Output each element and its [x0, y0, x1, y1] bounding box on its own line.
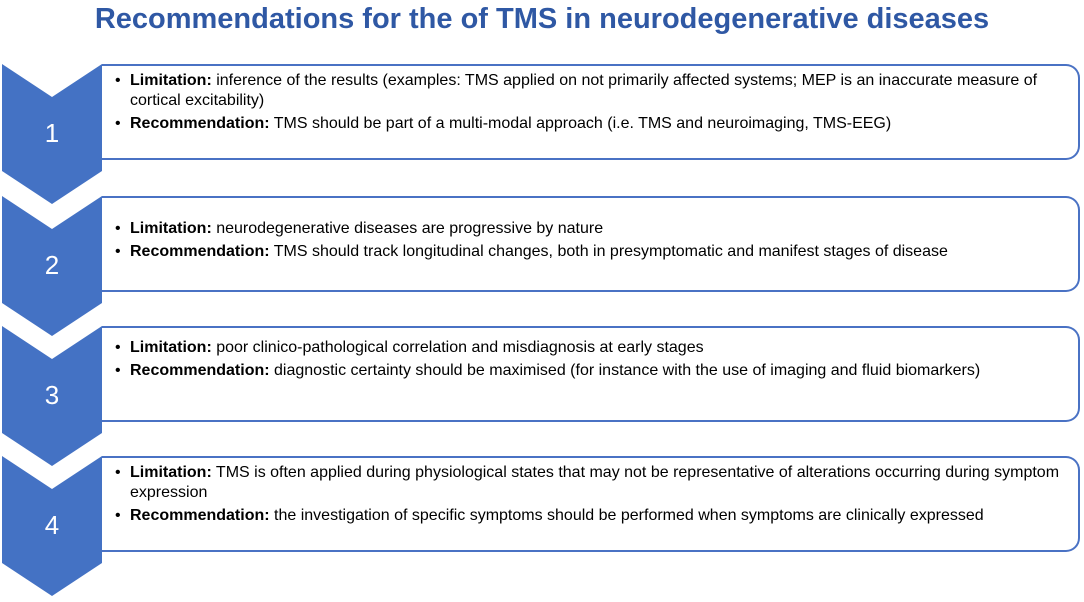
step-4-recommendation: [130, 506, 1070, 526]
step-1-card: [102, 64, 1080, 160]
step-3-chevron: [2, 326, 102, 466]
recommendation-label: Recommendation:: [130, 243, 270, 260]
step-1-number: 1: [44, 118, 60, 148]
step-2-card: [102, 196, 1080, 292]
step-2-limitation: [130, 219, 1070, 239]
recommendation-label: Recommendation:: [130, 362, 270, 379]
step-1-chevron: [2, 64, 102, 204]
step-4-limitation: [130, 463, 1070, 503]
step-3-card: [102, 326, 1080, 422]
recommendation-text: diagnostic certainty should be maximised (for instance with the use of imaging and fluid biomarkers): [269, 362, 981, 379]
recommendation-text: the investigation of specific symptoms should be performed when symptoms are clinically expressed: [269, 507, 984, 524]
recommendation-label: Recommendation:: [130, 115, 270, 132]
limitation-text: neurodegenerative diseases are progressive by nature: [211, 220, 604, 237]
limitation-label: Limitation:: [130, 339, 212, 356]
step-1-limitation: [130, 71, 1070, 111]
limitation-label: Limitation:: [130, 464, 212, 481]
step-3-number: 3: [44, 380, 60, 410]
step-4-number: 4: [44, 510, 60, 540]
step-3-recommendation: [130, 361, 1070, 381]
limitation-text: TMS is often applied during physiological states that may not be representative of alterations occurring during symptom expression: [130, 464, 1060, 501]
recommendation-text: TMS should be part of a multi-modal approach (i.e. TMS and neuroimaging, TMS-EEG): [269, 115, 892, 132]
limitation-text: inference of the results (examples: TMS applied on not primarily affected systems; MEP is an inaccurate measure of cortical excitability): [130, 72, 1038, 109]
step-3-limitation: [130, 338, 1070, 358]
step-4-card: [102, 456, 1080, 552]
limitation-label: Limitation:: [130, 72, 212, 89]
step-1-recommendation: [130, 114, 1070, 134]
limitation-text: poor clinico-pathological correlation and misdiagnosis at early stages: [211, 339, 704, 356]
limitation-label: Limitation:: [130, 220, 212, 237]
recommendation-text: TMS should track longitudinal changes, both in presymptomatic and manifest stages of disease: [269, 243, 948, 260]
step-2-chevron: [2, 196, 102, 336]
page-title: Recommendations for the of TMS in neurodegenerative diseases: [94, 3, 990, 35]
step-4-chevron: [2, 456, 102, 596]
recommendation-label: Recommendation:: [130, 507, 270, 524]
step-2-number: 2: [44, 250, 60, 280]
step-2-recommendation: [130, 242, 1070, 262]
